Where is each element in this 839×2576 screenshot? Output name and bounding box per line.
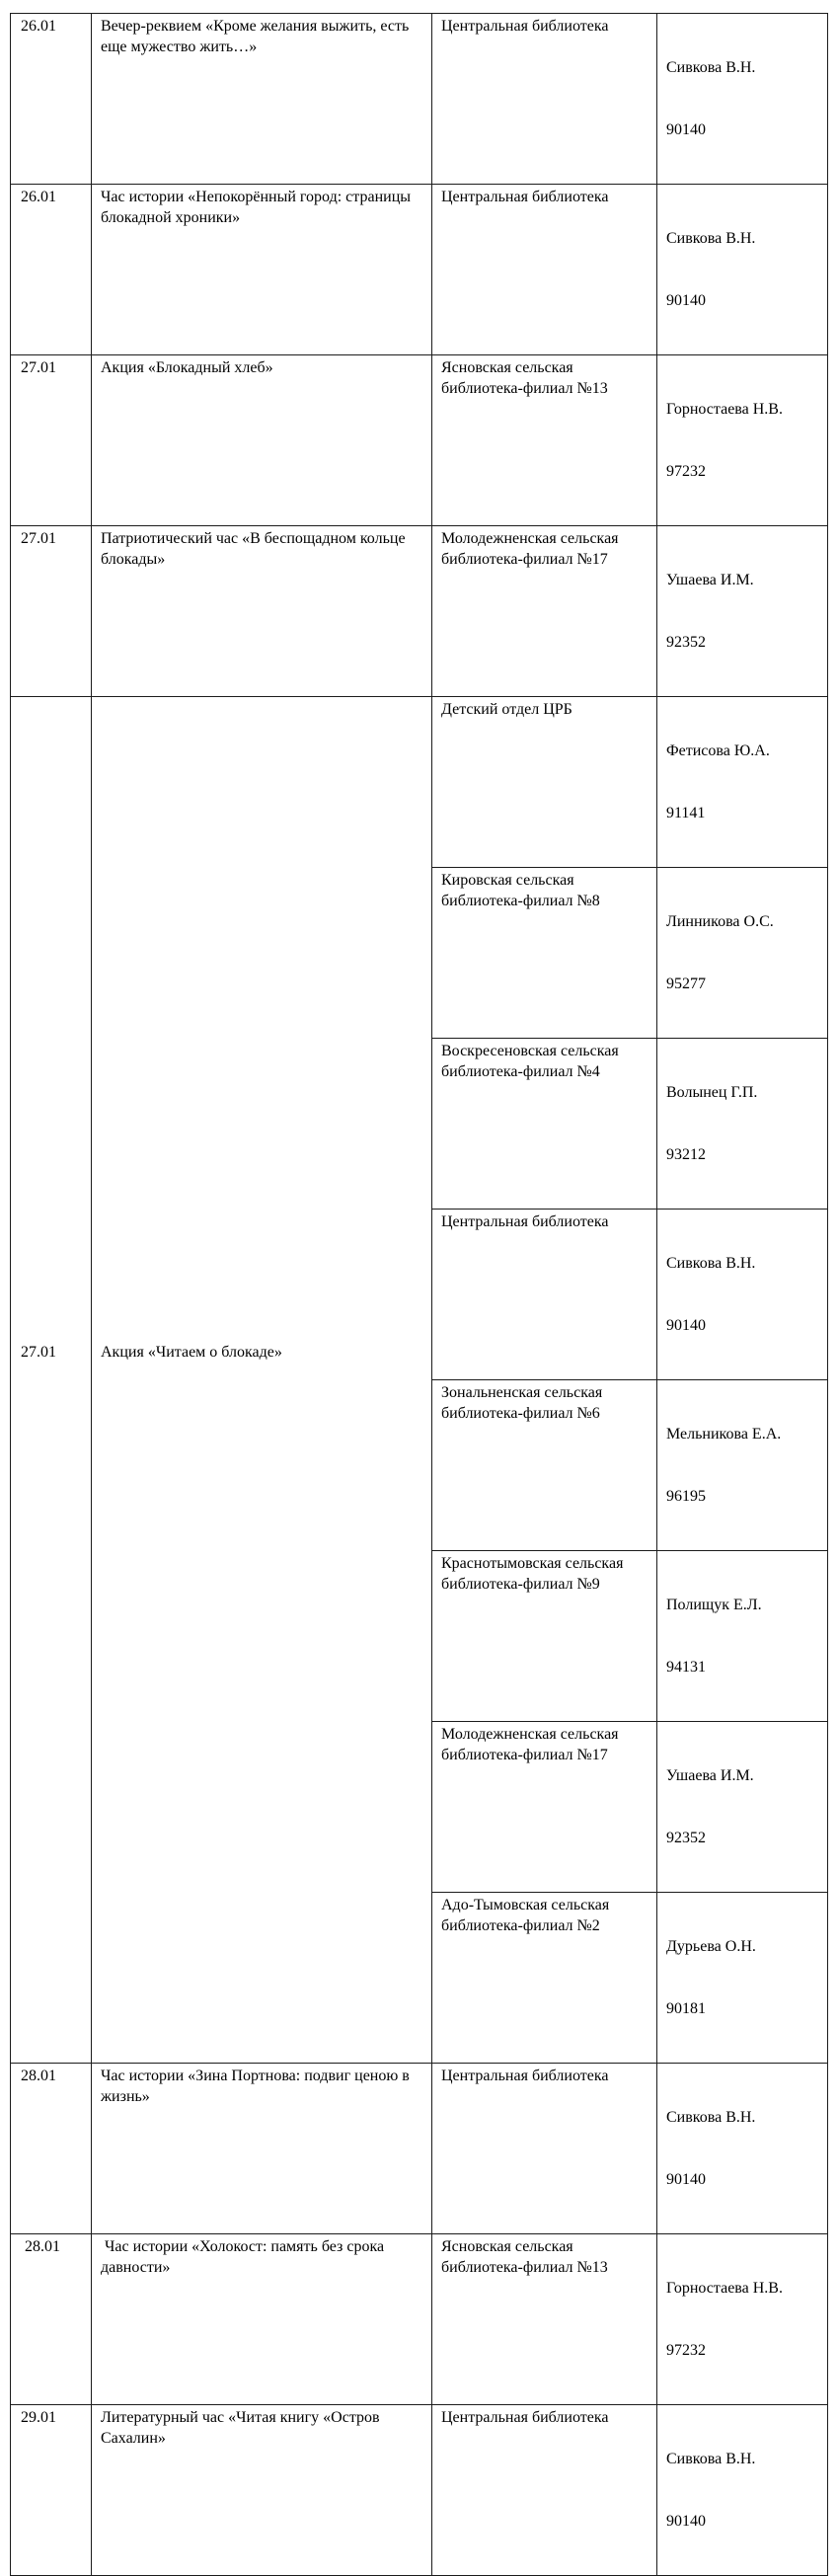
- contact-cell: [657, 355, 828, 526]
- date-cell: 26.01: [11, 14, 92, 185]
- table-row: [11, 355, 828, 526]
- contact-phone: 92352: [666, 634, 706, 651]
- library-cell: Кировская сельская библиотека-филиал №8: [432, 868, 657, 1039]
- library-cell: Ясновская сельская библиотека-филиал №13: [432, 2234, 657, 2405]
- contact-name: Сивкова В.Н.: [666, 2109, 756, 2126]
- table-row: [11, 2064, 828, 2234]
- contact-name: Фетисова Ю.А.: [666, 742, 770, 759]
- contact-cell: [657, 1039, 828, 1210]
- contact-name: Сивкова В.Н.: [666, 1255, 756, 1272]
- event-cell: Патриотический час «В беспощадном кольце блокады»: [92, 526, 432, 697]
- date-cell: 27.01: [11, 355, 92, 526]
- event-cell: Час истории «Холокост: память без срока давности»: [92, 2234, 432, 2405]
- event-cell: Час истории «Непокорённый город: страницы блокадной хроники»: [92, 185, 432, 355]
- table-row: [11, 14, 828, 185]
- contact-phone: 90140: [666, 1317, 706, 1334]
- library-cell: Центральная библиотека: [432, 1210, 657, 1380]
- table-row: [11, 2405, 828, 2576]
- library-cell: Центральная библиотека: [432, 2064, 657, 2234]
- contact-name: Сивкова В.Н.: [666, 59, 756, 76]
- contact-name: Горностаева Н.В.: [666, 2280, 783, 2297]
- library-cell: Центральная библиотека: [432, 185, 657, 355]
- contact-cell: [657, 1722, 828, 1893]
- contact-phone: 94131: [666, 1659, 706, 1676]
- contact-name: Волынец Г.П.: [666, 1084, 758, 1101]
- contact-phone: 92352: [666, 1830, 706, 1846]
- contact-phone: 91141: [666, 805, 706, 821]
- contact-cell: [657, 14, 828, 185]
- library-cell: Центральная библиотека: [432, 14, 657, 185]
- library-cell: Молодежненская сельская библиотека-филиал №17: [432, 1722, 657, 1893]
- events-table: [10, 13, 828, 2576]
- contact-phone: 90140: [666, 121, 706, 138]
- contact-cell: [657, 2405, 828, 2576]
- contact-name: Дурьева О.Н.: [666, 1938, 756, 1955]
- date-cell: 28.01: [11, 2234, 92, 2405]
- library-cell: Центральная библиотека: [432, 2405, 657, 2576]
- event-cell: Вечер-реквием «Кроме желания выжить, есть еще мужество жить…»: [92, 14, 432, 185]
- contact-cell: [657, 868, 828, 1039]
- contact-cell: [657, 1380, 828, 1551]
- event-cell: Литературный час «Читая книгу «Остров Сахалин»: [92, 2405, 432, 2576]
- table-row: [11, 185, 828, 355]
- library-cell: Воскресеновская сельская библиотека-филиал №4: [432, 1039, 657, 1210]
- contact-cell: [657, 185, 828, 355]
- library-cell: Краснотымовская сельская библиотека-филиал №9: [432, 1551, 657, 1722]
- contact-name: Сивкова В.Н.: [666, 230, 756, 247]
- contact-phone: 90181: [666, 2000, 706, 2017]
- event-cell: Акция «Блокадный хлеб»: [92, 355, 432, 526]
- contact-phone: 90140: [666, 2171, 706, 2188]
- library-cell: Адо-Тымовская сельская библиотека-филиал №2: [432, 1893, 657, 2064]
- contact-phone: 95277: [666, 976, 706, 992]
- table-row: [11, 526, 828, 697]
- date-cell: 28.01: [11, 2064, 92, 2234]
- contact-phone: 97232: [666, 2342, 706, 2359]
- date-cell: 29.01: [11, 2405, 92, 2576]
- table-row: [11, 697, 828, 868]
- contact-name: Горностаева Н.В.: [666, 401, 783, 418]
- contact-phone: 97232: [666, 463, 706, 480]
- contact-name: Ушаева И.М.: [666, 572, 754, 588]
- contact-cell: [657, 697, 828, 868]
- library-cell: Зональненская сельская библиотека-филиал №6: [432, 1380, 657, 1551]
- contact-phone: 96195: [666, 1488, 706, 1505]
- event-cell: Час истории «Зина Портнова: подвиг ценою в жизнь»: [92, 2064, 432, 2234]
- contact-cell: [657, 1893, 828, 2064]
- contact-phone: 93212: [666, 1146, 706, 1163]
- date-cell: 26.01: [11, 185, 92, 355]
- contact-cell: [657, 1210, 828, 1380]
- contact-name: Мельникова Е.А.: [666, 1426, 782, 1443]
- contact-cell: [657, 2234, 828, 2405]
- library-cell: Детский отдел ЦРБ: [432, 697, 657, 868]
- date-cell: 27.01: [11, 697, 92, 2064]
- contact-phone: 90140: [666, 292, 706, 309]
- contact-name: Полищук Е.Л.: [666, 1597, 762, 1613]
- contact-cell: [657, 2064, 828, 2234]
- contact-cell: [657, 526, 828, 697]
- contact-name: Сивкова В.Н.: [666, 2451, 756, 2467]
- library-cell: Ясновская сельская библиотека-филиал №13: [432, 355, 657, 526]
- library-cell: Молодежненская сельская библиотека-филиал №17: [432, 526, 657, 697]
- contact-phone: 90140: [666, 2513, 706, 2530]
- date-cell: 27.01: [11, 526, 92, 697]
- event-cell: Акция «Читаем о блокаде»: [92, 697, 432, 2064]
- contact-name: Линникова О.С.: [666, 913, 774, 930]
- table-row: [11, 2234, 828, 2405]
- contact-cell: [657, 1551, 828, 1722]
- contact-name: Ушаева И.М.: [666, 1767, 754, 1784]
